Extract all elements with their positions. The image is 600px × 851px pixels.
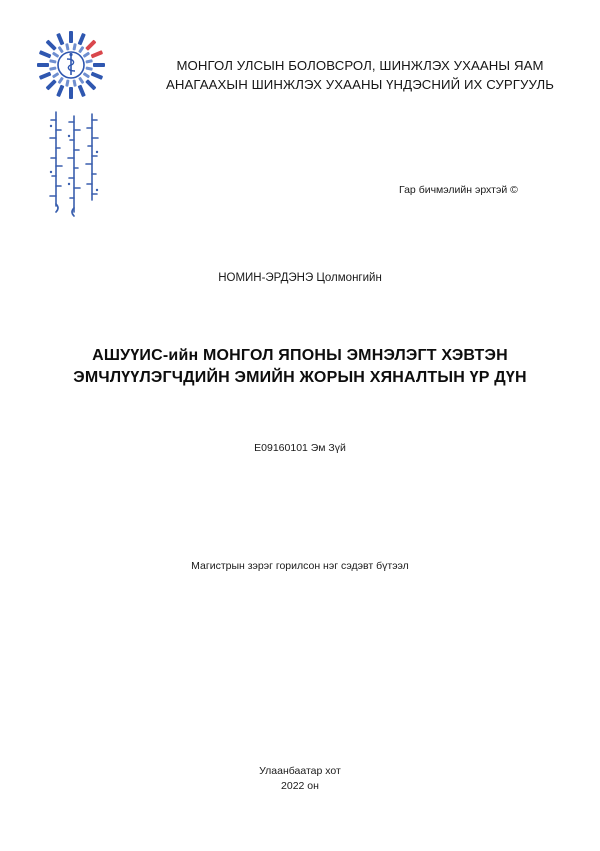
thesis-title-line-2: ЭМЧЛҮҮЛЭГЧДИЙН ЭМИЙН ЖОРЫН ХЯНАЛТЫН ҮР ДҮН	[73, 369, 527, 386]
mongolian-script-logotype	[42, 108, 104, 218]
program-code: E09160101 Эм Зүй	[254, 442, 346, 454]
author-name: НОМИН-ЭРДЭНЭ Цолмонгийн	[218, 272, 382, 284]
institution-header	[140, 56, 580, 94]
university-name: АНАГААХЫН ШИНЖЛЭХ УХААНЫ ҮНДЭСНИЙ ИХ СУРГУУЛЬ	[165, 77, 555, 92]
city-name: Улаанбаатар хот	[259, 765, 341, 777]
place-and-year	[0, 764, 600, 794]
thesis-title	[0, 345, 600, 389]
ministry-name: МОНГОЛ УЛСЫН БОЛОВСРОЛ, ШИНЖЛЭХ УХААНЫ ЯАМ	[176, 58, 544, 73]
year: 2022 он	[281, 780, 319, 792]
thesis-title-line-1: АШУҮИС-ийн МОНГОЛ ЯПОНЫ ЭМНЭЛЭГТ ХЭВТЭН	[92, 347, 508, 364]
university-emblem-icon	[36, 30, 106, 100]
copyright-notice: Гар бичмэлийн эрхтэй ©	[399, 184, 518, 196]
degree-statement: Магистрын зэрэг горилсон нэг сэдэвт бүтээл	[191, 560, 409, 572]
